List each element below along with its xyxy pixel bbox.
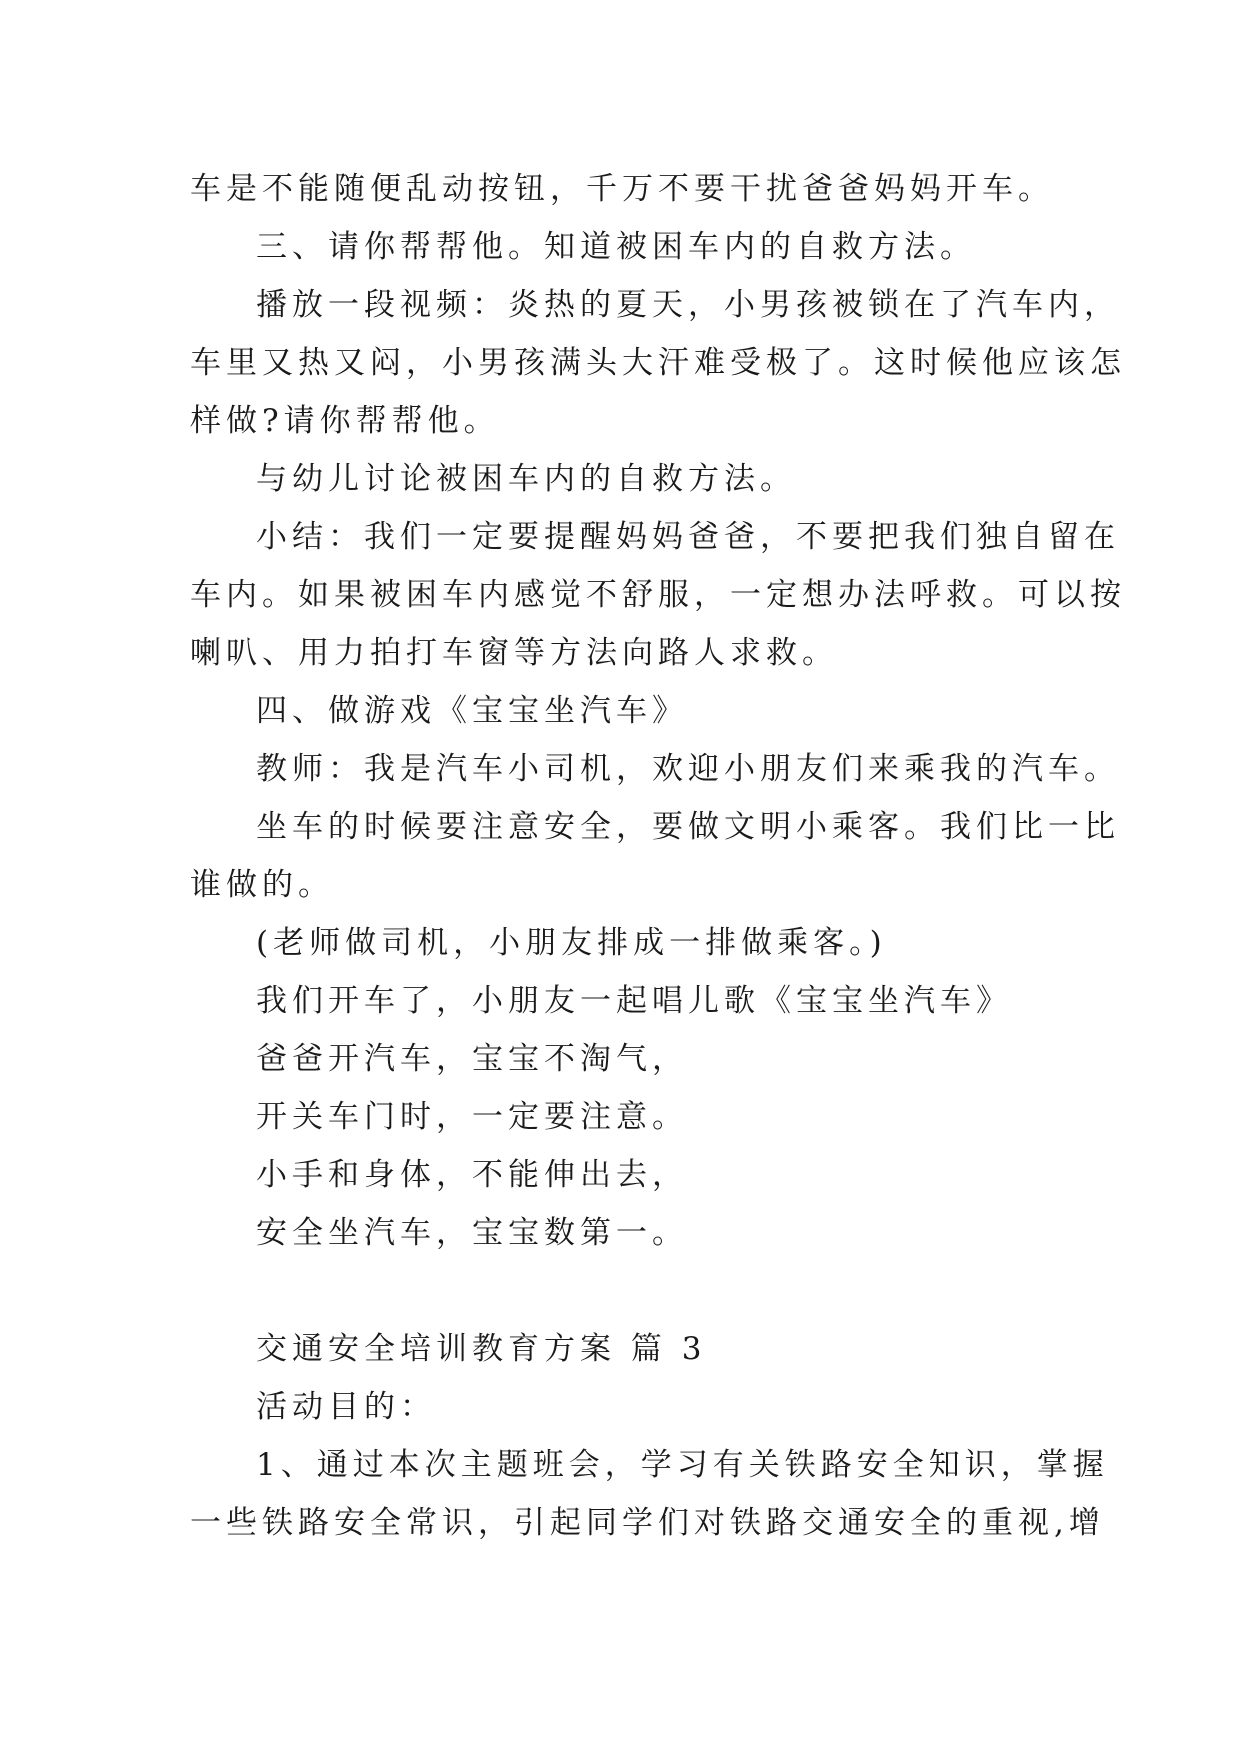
poem-line: 安全坐汽车，宝宝数第一。 — [256, 1215, 688, 1251]
text-line: 小结：我们一定要提醒妈妈爸爸，不要把我们独自留在 — [256, 519, 1120, 555]
text-line: 活动目的： — [256, 1389, 436, 1425]
heading-game: 四、做游戏《宝宝坐汽车》 — [256, 693, 688, 729]
text-line: 播放一段视频：炎热的夏天，小男孩被锁在了汽车内， — [256, 287, 1120, 323]
text-line: 谁做的。 — [190, 867, 334, 903]
text-line: 一些铁路安全常识，引起同学们对铁路交通安全的重视,增 — [190, 1505, 1105, 1541]
text-line: 1、通过本次主题班会，学习有关铁路安全知识，掌握 — [256, 1447, 1109, 1483]
poem-line: 开关车门时，一定要注意。 — [256, 1099, 688, 1135]
document-body — [190, 160, 1126, 1552]
poem-line: 爸爸开汽车，宝宝不淘气， — [256, 1041, 688, 1077]
text-line: 样做?请你帮帮他。 — [190, 403, 500, 439]
text-line: 车里又热又闷，小男孩满头大汗难受极了。这时候他应该怎 — [190, 345, 1126, 381]
text-line: 车是不能随便乱动按钮，千万不要干扰爸爸妈妈开车。 — [190, 171, 1054, 207]
text-line: 我们开车了，小朋友一起唱儿歌《宝宝坐汽车》 — [256, 983, 1012, 1019]
text-line: 与幼儿讨论被困车内的自救方法。 — [256, 461, 796, 497]
text-line: 车内。如果被困车内感觉不舒服，一定想办法呼救。可以按 — [190, 577, 1126, 613]
text-line: 坐车的时候要注意安全，要做文明小乘客。我们比一比 — [256, 809, 1120, 845]
section-title: 交通安全培训教育方案 篇 3 — [256, 1331, 707, 1367]
heading-rescue-method: 三、请你帮帮他。知道被困车内的自救方法。 — [256, 229, 976, 265]
text-line: (老师做司机，小朋友排成一排做乘客。) — [256, 925, 887, 961]
section-gap — [190, 1262, 1060, 1320]
text-line: 教师：我是汽车小司机，欢迎小朋友们来乘我的汽车。 — [256, 751, 1120, 787]
poem-line: 小手和身体，不能伸出去， — [256, 1157, 688, 1193]
text-line: 喇叭、用力拍打车窗等方法向路人求救。 — [190, 635, 838, 671]
